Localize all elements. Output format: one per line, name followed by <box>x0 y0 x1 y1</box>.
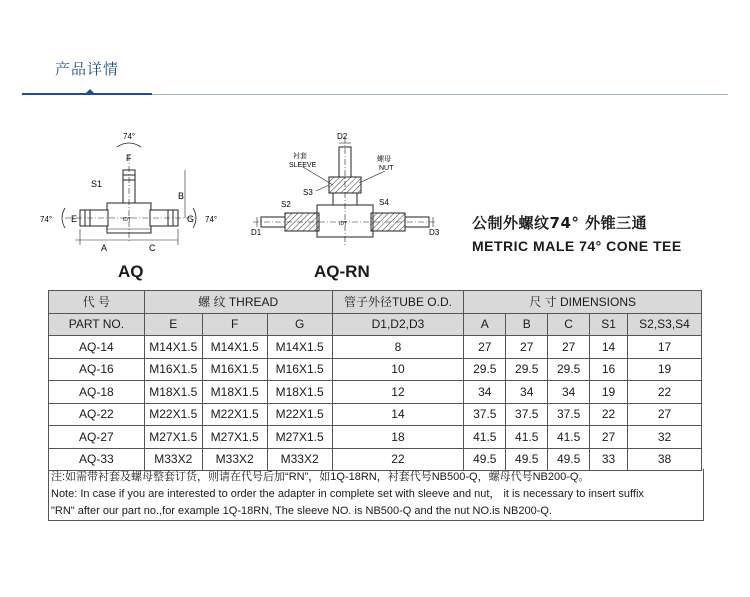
table-cell: 34 <box>464 381 506 404</box>
table-cell: M18X1.5 <box>202 381 267 404</box>
table-row <box>49 358 702 381</box>
note-line-en-1: Note: In case if you are interested to order the adapter in complete set with sleeve and nut， it is necessary to insert suffix <box>51 488 644 500</box>
table-cell: AQ-27 <box>49 426 145 449</box>
header-tube: 管子外径TUBE O.D. <box>332 291 464 314</box>
rn-nut-en: NUT <box>379 165 394 172</box>
table-row <box>49 448 702 471</box>
table-row <box>49 426 702 449</box>
table-cell: 49.5 <box>548 448 590 471</box>
header-code: 代 号 <box>49 291 145 314</box>
label-aq-rn: AQ-RN <box>314 262 370 281</box>
aq-rn-tee-drawing <box>253 137 437 247</box>
table-cell: 37.5 <box>548 403 590 426</box>
column-header: D1,D2,D3 <box>332 313 464 336</box>
rn-dim-d2: D2 <box>337 132 348 141</box>
table-cell: AQ-16 <box>49 358 145 381</box>
aq-dim-a: A <box>101 243 108 253</box>
table-cell: 10 <box>332 358 464 381</box>
note-line-cn: 注:如需带衬套及螺母整套订货，则请在代号后加“RN”，如1Q-18RN，衬套代号NB500-Q，螺母代号NB200-Q。 <box>51 471 590 483</box>
table-header-row-2 <box>49 313 702 336</box>
rn-dim-s2: S2 <box>281 200 291 209</box>
table-cell: 49.5 <box>506 448 548 471</box>
rn-dim-s4: S4 <box>379 198 389 207</box>
aq-dim-b: B <box>178 191 185 201</box>
column-header: A <box>464 313 506 336</box>
aq-dim-f: F <box>126 153 132 163</box>
spec-table <box>48 290 702 471</box>
table-cell: 49.5 <box>464 448 506 471</box>
aq-dim-e: E <box>71 214 78 224</box>
header-dimensions: 尺 寸 DIMENSIONS <box>464 291 702 314</box>
table-cell: M33X2 <box>202 448 267 471</box>
table-cell: M22X1.5 <box>144 403 202 426</box>
column-header: S1 <box>590 313 628 336</box>
table-cell: 12 <box>332 381 464 404</box>
table-cell: M18X1.5 <box>267 381 332 404</box>
table-cell: 19 <box>590 381 628 404</box>
table-cell: M22X1.5 <box>267 403 332 426</box>
table-cell: M16X1.5 <box>267 358 332 381</box>
table-cell: 27 <box>464 336 506 359</box>
table-cell: M14X1.5 <box>144 336 202 359</box>
aq-dim-s1: S1 <box>91 179 103 189</box>
table-cell: M14X1.5 <box>267 336 332 359</box>
table-cell: M27X1.5 <box>202 426 267 449</box>
table-cell: 38 <box>627 448 701 471</box>
product-title-en: METRIC MALE 74° CONE TEE <box>472 238 682 254</box>
column-header: G <box>267 313 332 336</box>
table-cell: 14 <box>332 403 464 426</box>
column-header: B <box>506 313 548 336</box>
rn-sleeve-en: SLEEVE <box>289 162 317 169</box>
header-notch-marker <box>85 89 95 94</box>
label-aq: AQ <box>118 262 144 281</box>
table-cell: 22 <box>590 403 628 426</box>
aq-angle-left: 74° <box>40 215 53 224</box>
table-cell: AQ-18 <box>49 381 145 404</box>
table-cell: 37.5 <box>464 403 506 426</box>
rn-nut-cn: 螺母 <box>377 156 391 163</box>
table-cell: 14 <box>590 336 628 359</box>
technical-drawing <box>35 125 455 285</box>
order-note <box>48 469 704 521</box>
page-header-title: 产品详情 <box>55 60 120 78</box>
header-thread: 螺 纹 THREAD <box>144 291 332 314</box>
note-line-en-2: "RN" after our part no.,for example 1Q-18RN, The sleeve NO. is NB500-Q and the nut NO.is NB200-Q. <box>51 505 552 517</box>
table-cell: M33X2 <box>144 448 202 471</box>
table-cell: 18 <box>332 426 464 449</box>
table-cell: M33X2 <box>267 448 332 471</box>
table-cell: 33 <box>590 448 628 471</box>
aq-dim-c: C <box>149 243 156 253</box>
table-cell: 32 <box>627 426 701 449</box>
table-cell: M27X1.5 <box>267 426 332 449</box>
table-cell: M22X1.5 <box>202 403 267 426</box>
aq-angle-right: 74° <box>205 215 218 224</box>
aq-angle-top: 74° <box>123 132 136 141</box>
table-cell: 22 <box>627 381 701 404</box>
table-cell: 41.5 <box>464 426 506 449</box>
table-cell: AQ-14 <box>49 336 145 359</box>
column-header: F <box>202 313 267 336</box>
table-cell: M16X1.5 <box>202 358 267 381</box>
table-cell: M18X1.5 <box>144 381 202 404</box>
table-cell: 19 <box>627 358 701 381</box>
rn-dim-s3: S3 <box>303 188 313 197</box>
column-header: S2,S3,S4 <box>627 313 701 336</box>
table-cell: AQ-33 <box>49 448 145 471</box>
table-cell: AQ-22 <box>49 403 145 426</box>
table-cell: 41.5 <box>548 426 590 449</box>
table-cell: 27 <box>506 336 548 359</box>
table-cell: 29.5 <box>464 358 506 381</box>
table-row <box>49 403 702 426</box>
table-row <box>49 381 702 404</box>
table-cell: 17 <box>627 336 701 359</box>
table-cell: 41.5 <box>506 426 548 449</box>
table-cell: 16 <box>590 358 628 381</box>
table-cell: 29.5 <box>506 358 548 381</box>
table-row <box>49 336 702 359</box>
rn-dim-d3: D3 <box>429 228 440 237</box>
aq-dim-g: G <box>187 214 195 224</box>
table-cell: M16X1.5 <box>144 358 202 381</box>
table-cell: 37.5 <box>506 403 548 426</box>
rn-dim-d1: D1 <box>251 228 262 237</box>
rn-sleeve-cn: 衬套 <box>293 153 307 160</box>
table-cell: 27 <box>548 336 590 359</box>
column-header: C <box>548 313 590 336</box>
table-cell: 34 <box>548 381 590 404</box>
product-title-cn: 公制外螺纹74° 外锥三通 <box>472 214 648 232</box>
table-cell: M27X1.5 <box>144 426 202 449</box>
column-header: PART NO. <box>49 313 145 336</box>
table-header-row-1 <box>49 291 702 314</box>
table-cell: 27 <box>590 426 628 449</box>
rn-mark: IDT <box>339 221 348 227</box>
column-header: E <box>144 313 202 336</box>
table-cell: 34 <box>506 381 548 404</box>
aq-mark: IDT <box>123 217 132 223</box>
table-cell: 22 <box>332 448 464 471</box>
table-cell: 27 <box>627 403 701 426</box>
table-cell: M14X1.5 <box>202 336 267 359</box>
table-cell: 29.5 <box>548 358 590 381</box>
table-cell: 8 <box>332 336 464 359</box>
